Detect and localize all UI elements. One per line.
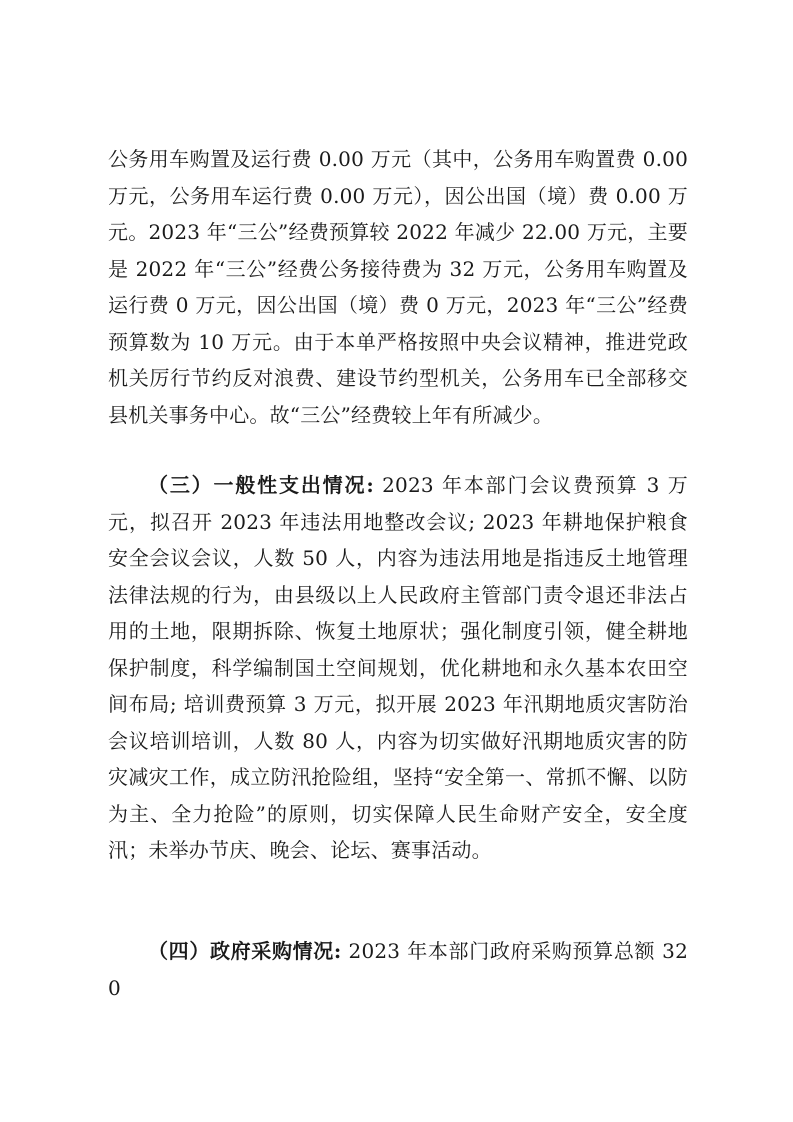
paragraph-general-expenditure <box>108 467 688 869</box>
paragraph-san-gong-expenses <box>108 141 688 433</box>
section-heading-government-procurement: （四）政府采购情况: <box>148 939 342 963</box>
paragraph-text: 2023 年本部门会议费预算 3 万元，拟召开 2023 年违法用地整改会议; 2023 年耕地保护粮食安全会议会议，人数 50 人，内容为违法用地是指违反土地管理法律法规的行为，由县级以上人民政府主管部门责令退还非法占用的土地，限期拆除、恢复土地原状；强化制度引领，健全耕地保护制度，科学编制国土空间规划，优化耕地和永久基本农田空间布局; 培训费预算 3 万元，拟开展 2023 年汛期地质灾害防治会议培训培训，人数 80 人，内容为切实做好汛期地质灾害的防灾减灾工作，成立防汛抢险组，坚持“安全第一、常抓不懈、以防为主、全力抢险”的原则，切实保障人民生命财产安全，安全度汛；未举办节庆、晚会、论坛、赛事活动。 <box>108 473 688 862</box>
section-heading-general-expenditure: （三）一般性支出情况: <box>148 473 374 497</box>
paragraph-text: 公务用车购置及运行费 0.00 万元（其中，公务用车购置费 0.00 万元，公务用车运行费 0.00 万元），因公出国（境）费 0.00 万元。2023 年“三公”经费预算较 2022 年减少 22.00 万元，主要是 2022 年“三公”经费公务接待费为 32 万元，公务用车购置及运行费 0 万元，因公出国（境）费 0 万元，2023 年“三公”经费预算数为 10 万元。由于本单严格按照中央会议精神，推进党政机关厉行节约反对浪费、建设节约型机关，公务用车已全部移交县机关事务中心。故“三公”经费较上年有所减少。 <box>108 147 688 427</box>
paragraph-government-procurement <box>108 933 688 1006</box>
paragraph-text: 2023 年本部门政府采购预算总额 320 <box>108 939 689 1000</box>
